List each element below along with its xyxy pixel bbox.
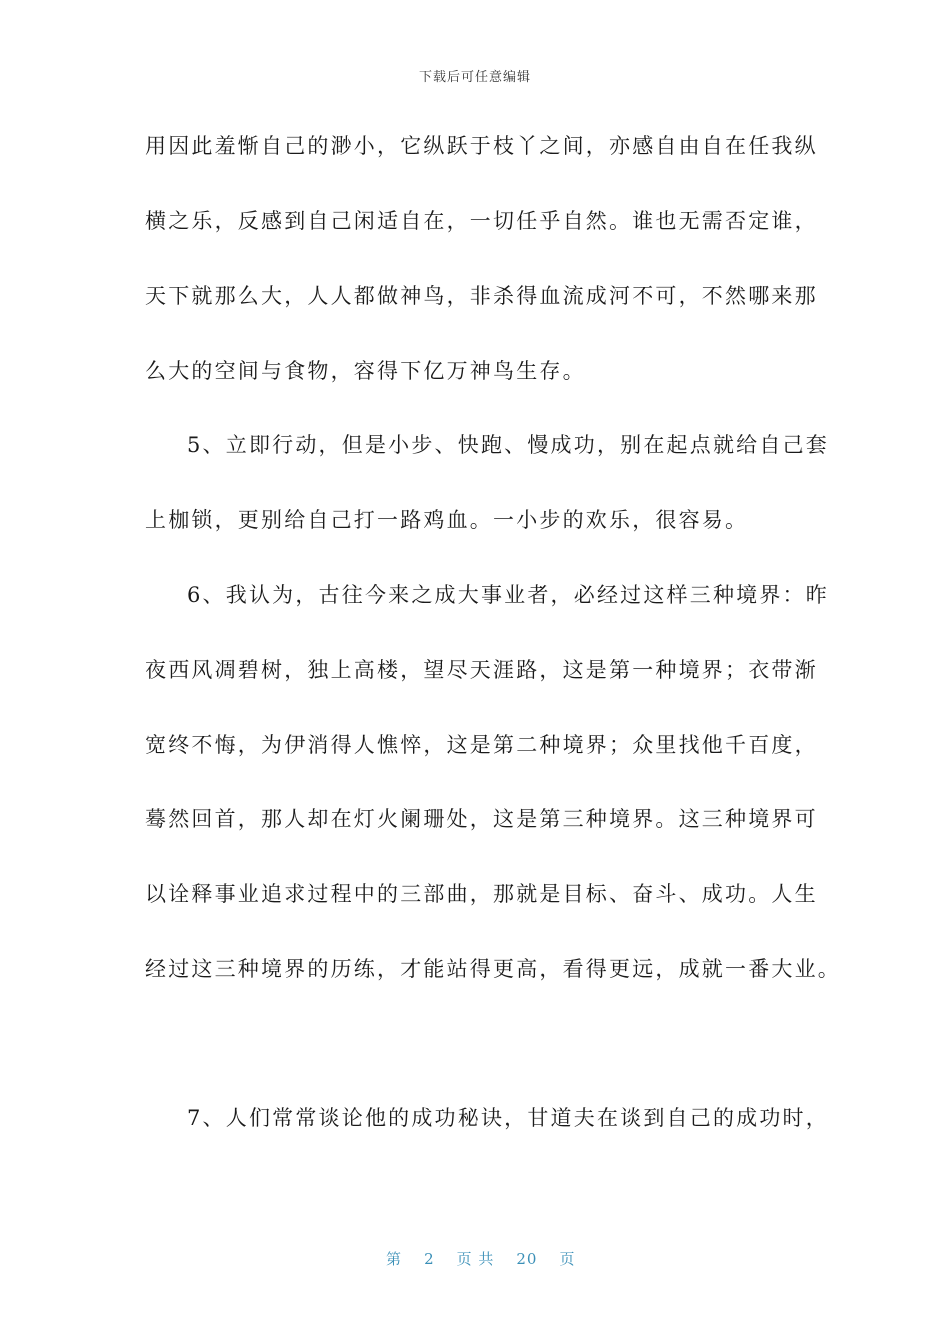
text-line: 经过这三种境界的历练，才能站得更高，看得更远，成就一番大业。 xyxy=(145,957,841,981)
total-pages: 20 xyxy=(516,1250,538,1268)
text-line: 么大的空间与食物，容得下亿万神鸟生存。 xyxy=(145,359,586,383)
text-line: 夜西风凋碧树，独上高楼，望尽天涯路，这是第一种境界；衣带渐 xyxy=(145,658,818,682)
footer-suffix: 页 xyxy=(559,1250,576,1268)
text-line: 以诠释事业追求过程中的三部曲，那就是目标、奋斗、成功。人生 xyxy=(145,882,818,906)
footer-middle: 页 共 xyxy=(456,1250,495,1268)
text-line: 横之乐，反感到自己闲适自在，一切任乎自然。谁也无需否定谁， xyxy=(145,209,818,233)
text-line: 蓦然回首，那人却在灯火阑珊处，这是第三种境界。这三种境界可 xyxy=(145,807,818,831)
text-line: 上枷锁，更别给自己打一路鸡血。一小步的欢乐，很容易。 xyxy=(145,508,749,532)
paragraph-7-start: 7、人们常常谈论他的成功秘诀，甘道夫在谈到自己的成功时， xyxy=(187,1106,829,1130)
paragraph-5-start: 5、立即行动，但是小步、快跑、慢成功，别在起点就给自己套 xyxy=(187,433,829,457)
page-footer xyxy=(0,1230,950,1269)
footer-prefix: 第 xyxy=(386,1250,403,1268)
page-number: 2 xyxy=(424,1250,435,1268)
text-line: 宽终不悔，为伊消得人憔悴，这是第二种境界；众里找他千百度， xyxy=(145,733,818,757)
header-note: 下载后可任意编辑 xyxy=(418,70,531,85)
text-line: 天下就那么大，人人都做神鸟，非杀得血流成河不可，不然哪来那 xyxy=(145,284,818,308)
paragraph-6-start: 6、我认为，古往今来之成大事业者，必经过这样三种境界：昨 xyxy=(187,583,829,607)
text-line: 用因此羞惭自己的渺小，它纵跃于枝丫之间，亦感自由自在任我纵 xyxy=(145,134,818,158)
